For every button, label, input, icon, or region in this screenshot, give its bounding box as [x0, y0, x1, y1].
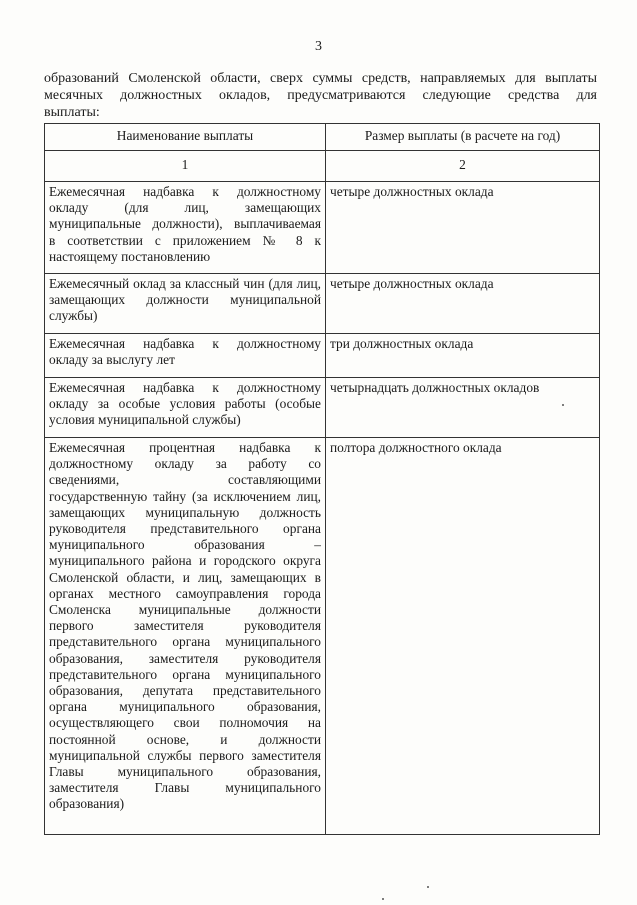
payment-name-line: образования)	[49, 796, 125, 812]
payment-name-line: условия муниципальной службы)	[49, 412, 241, 428]
payment-name-line: окладу (для лиц, замещающих	[49, 200, 321, 216]
payment-name-line: Смоленска муниципальные должности	[49, 602, 321, 618]
payment-name-line: органах местного самоуправления города	[49, 585, 321, 601]
payment-name-cell	[45, 438, 326, 835]
payment-amount-cell: четырнадцать должностных окладов	[326, 378, 600, 438]
payment-name-line: муниципального района и городского округа	[49, 553, 321, 569]
intro-line: образований Смоленской области, сверх суммы средств, направляемых для выплаты	[44, 71, 597, 86]
payment-name-line: сведениями, составляющими	[49, 472, 321, 488]
payment-name-line: постоянной основе, и должности	[49, 731, 321, 747]
payment-name-line: муниципальной службы первого заместителя	[49, 747, 321, 763]
column-number-1: 1	[45, 151, 326, 182]
payment-amount-cell: полтора должностного оклада	[326, 438, 600, 835]
payments-table	[44, 123, 600, 835]
scan-speck	[382, 898, 384, 900]
payment-amount-cell: четыре должностных оклада	[326, 274, 600, 334]
payment-name-line: службы)	[49, 308, 98, 324]
payment-name-line: первого заместителя руководителя	[49, 618, 321, 634]
intro-line: выплаты:	[44, 105, 100, 120]
payment-name-line: Ежемесячная процентная надбавка к	[49, 440, 321, 455]
payment-name-line: замещающих должности муниципальной	[49, 292, 321, 308]
table-row	[45, 182, 600, 274]
payment-name-line: руководителя представительного органа	[49, 521, 321, 537]
intro-paragraph	[44, 70, 597, 121]
payment-name-line: окладу за выслугу лет	[49, 352, 175, 368]
payment-name-line: настоящему постановлению	[49, 248, 211, 264]
payment-name-cell	[45, 274, 326, 334]
payment-amount-cell: три должностных оклада	[326, 334, 600, 378]
payment-name-cell	[45, 378, 326, 438]
payment-name-line: Главы муниципального образования,	[49, 764, 321, 780]
payment-name-line: образования, депутата представительного	[49, 683, 321, 699]
table-row	[45, 274, 600, 334]
payment-name-line: муниципальные должности), выплачиваемая	[49, 216, 321, 232]
payment-name-line: муниципального образования –	[49, 537, 321, 553]
payment-name-cell	[45, 182, 326, 274]
payment-name-line: замещающих муниципальную должность	[49, 504, 321, 520]
payment-name-line: должностному окладу за работу со	[49, 456, 321, 472]
table-row	[45, 438, 600, 835]
payment-name-line: окладу за особые условия работы (особые	[49, 396, 321, 412]
payment-name-line: государственную тайну (за исключением лиц,	[49, 488, 321, 504]
scan-speck	[562, 404, 564, 406]
payment-name-line: Смоленской области, и лиц, замещающих в	[49, 569, 321, 585]
table-row	[45, 334, 600, 378]
payment-name-line: Ежемесячная надбавка к должностному	[49, 380, 321, 395]
payment-name-line: Ежемесячный оклад за классный чин (для лиц,	[49, 276, 321, 291]
payment-name-line: представительного органа муниципального	[49, 634, 321, 650]
payment-name-cell	[45, 334, 326, 378]
column-number-2: 2	[326, 151, 600, 182]
payment-name-line: заместителя Главы муниципального	[49, 780, 321, 796]
payment-amount-cell: четыре должностных оклада	[326, 182, 600, 274]
payment-name-line: органа муниципального образования,	[49, 699, 321, 715]
header-payment-amount: Размер выплаты (в расчете на год)	[326, 124, 600, 151]
header-payment-name: Наименование выплаты	[45, 124, 326, 151]
table-header-row	[45, 124, 600, 151]
scan-speck	[427, 886, 429, 888]
payment-name-line: Ежемесячная надбавка к должностному	[49, 184, 321, 199]
payment-name-line: осуществляющего свои полномочия на	[49, 715, 321, 731]
payment-name-line: Ежемесячная надбавка к должностному	[49, 336, 321, 351]
payment-name-line: в соответствии с приложением № 8 к	[49, 232, 321, 248]
column-number-row	[45, 151, 600, 182]
intro-line: месячных должностных окладов, предусматриваются следующие средства для	[44, 88, 597, 103]
table-row	[45, 378, 600, 438]
payment-name-line: образования, заместителя руководителя	[49, 650, 321, 666]
payment-name-line: представительного органа муниципального	[49, 666, 321, 682]
page-number: 3	[315, 39, 322, 54]
